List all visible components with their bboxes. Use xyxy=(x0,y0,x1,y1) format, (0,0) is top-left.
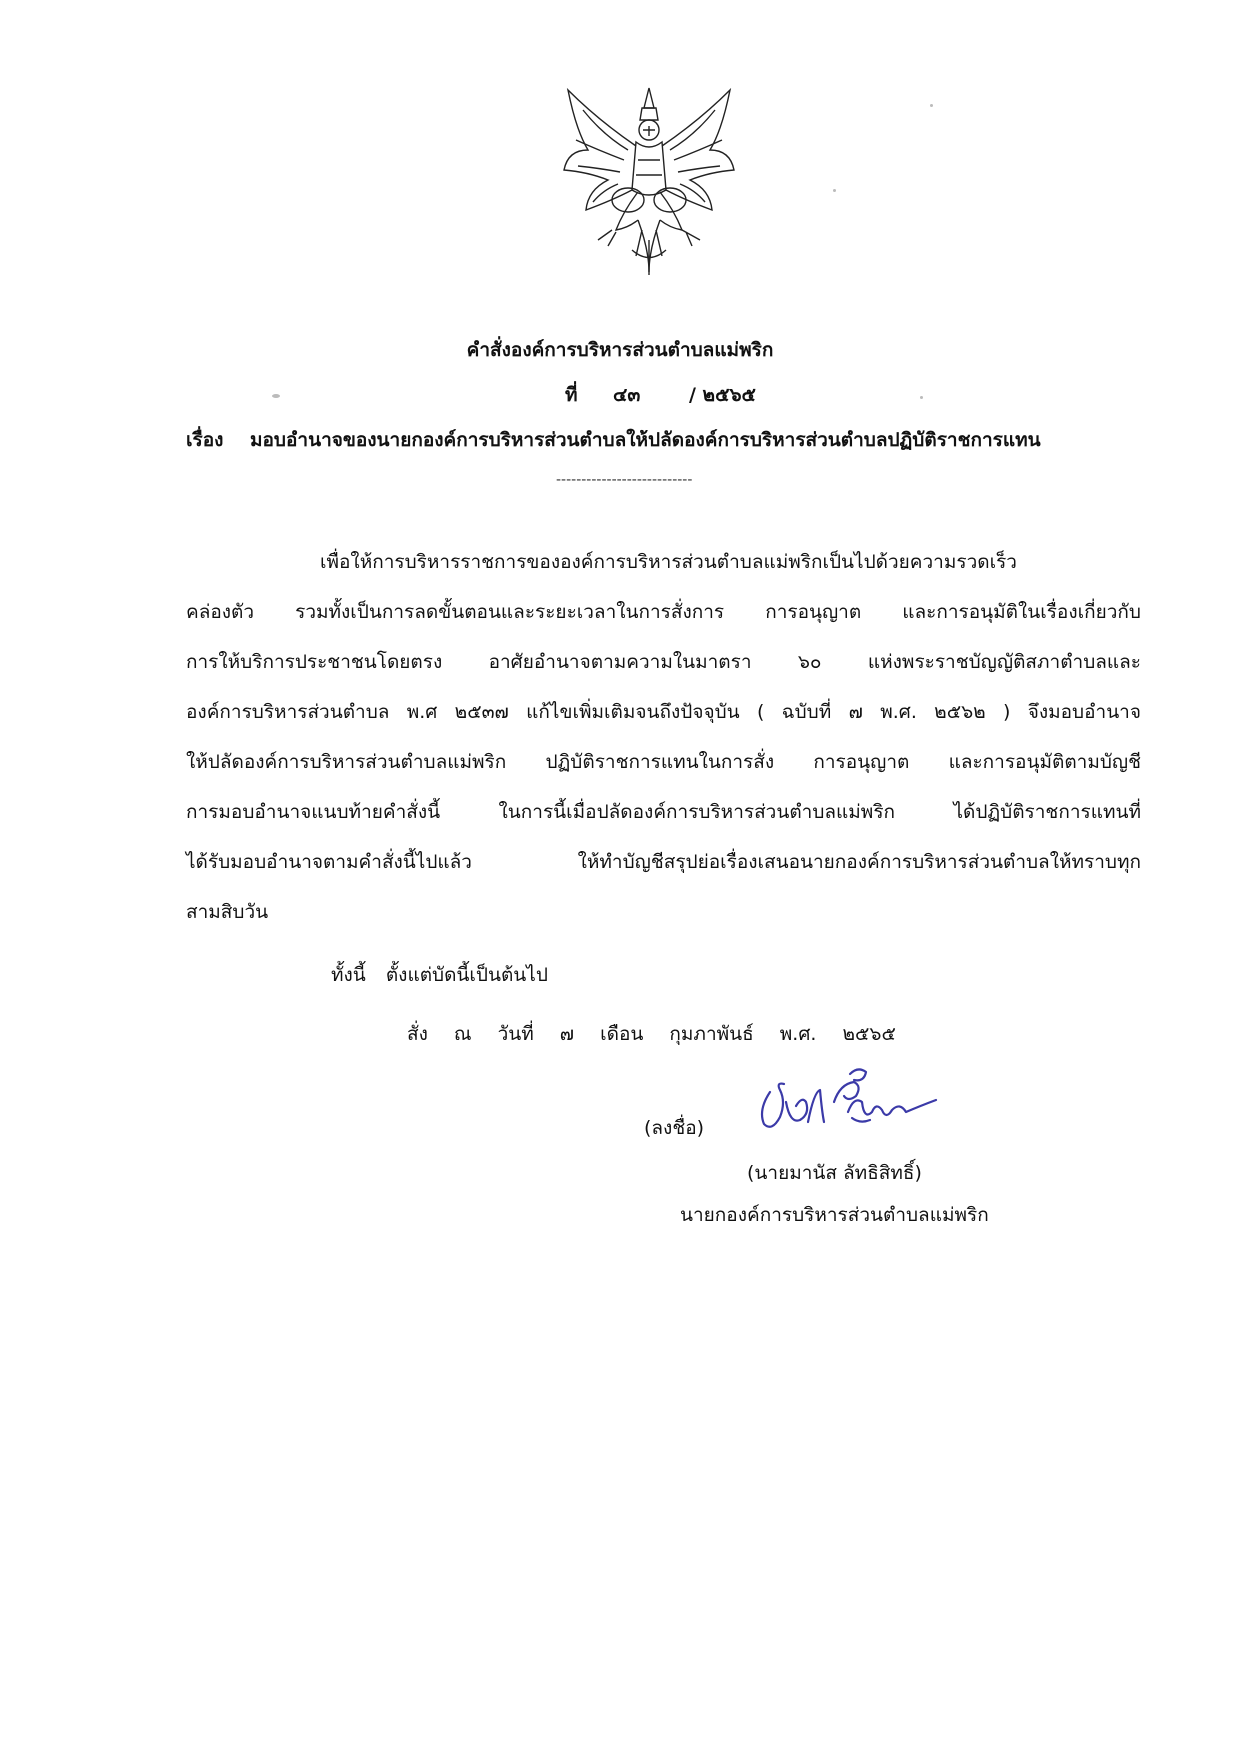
order-number-year: / ๒๕๖๕ xyxy=(689,384,756,406)
body-line-3: การให้บริการประชาชนโดยตรง อาศัยอำนาจตามความในมาตรา ๖๐ แห่งพระราชบัญญัติสภาตำบลและ xyxy=(186,651,1141,673)
scan-speck xyxy=(920,396,923,399)
body-line-4: องค์การบริหารส่วนตำบล พ.ศ ๒๕๓๗ แก้ไขเพิ่มเติมจนถึงปัจจุบัน ( ฉบับที่ ๗ พ.ศ. ๒๕๖๒ ) จึงมอบอำนาจ xyxy=(186,701,1141,723)
scan-speck xyxy=(930,104,933,107)
signer-position: นายกองค์การบริหารส่วนตำบลแม่พริก xyxy=(680,1204,989,1226)
scan-speck xyxy=(833,189,836,192)
signed-label: (ลงชื่อ) xyxy=(644,1117,705,1139)
body-line-8: สามสิบวัน xyxy=(186,901,269,923)
signature-icon xyxy=(750,1062,940,1142)
subject-text: มอบอำนาจของนายกองค์การบริหารส่วนตำบลให้ปลัดองค์การบริหารส่วนตำบลปฏิบัติราชการแทน xyxy=(250,429,1041,451)
order-title: คำสั่งองค์การบริหารส่วนตำบลแม่พริก xyxy=(466,339,774,361)
signer-name: (นายมานัส ลัทธิสิทธิ์) xyxy=(747,1162,922,1184)
effective-clause: ทั้งนี้ ตั้งแต่บัดนี้เป็นต้นไป xyxy=(331,964,548,986)
body-line-7: ได้รับมอบอำนาจตามคำสั่งนี้ไปแล้ว ให้ทำบัญชีสรุปย่อเรื่องเสนอนายกองค์การบริหารส่วนตำบลให้ทราบทุก xyxy=(186,851,1141,873)
order-number-label: ที่ xyxy=(565,384,578,406)
order-number xyxy=(565,380,756,410)
body-line-5: ให้ปลัดองค์การบริหารส่วนตำบลแม่พริก ปฏิบัติราชการแทนในการสั่ง การอนุญาต และการอนุมัติตามบัญชี xyxy=(186,751,1141,773)
garuda-emblem-icon xyxy=(558,80,740,280)
scan-speck xyxy=(272,394,280,398)
subject-line xyxy=(186,425,1041,455)
body-line-6: การมอบอำนาจแนบท้ายคำสั่งนี้ ในการนี้เมื่อปลัดองค์การบริหารส่วนตำบลแม่พริก ได้ปฏิบัติราชการแทนที่ xyxy=(186,801,1141,823)
ordered-date: สั่ง ณ วันที่ ๗ เดือน กุมภาพันธ์ พ.ศ. ๒๕๖๕ xyxy=(407,1023,896,1045)
body-line-1: เพื่อให้การบริหารราชการขององค์การบริหารส่วนตำบลแม่พริกเป็นไปด้วยความรวดเร็ว xyxy=(320,551,1017,573)
divider: --------------------------- xyxy=(556,472,693,488)
body-line-2: คล่องตัว รวมทั้งเป็นการลดขั้นตอนและระยะเวลาในการสั่งการ การอนุญาต และการอนุมัติในเรื่องเกี่ยวกับ xyxy=(186,601,1141,623)
order-number-value: ๔๓ xyxy=(613,384,641,406)
subject-label: เรื่อง xyxy=(186,429,224,451)
